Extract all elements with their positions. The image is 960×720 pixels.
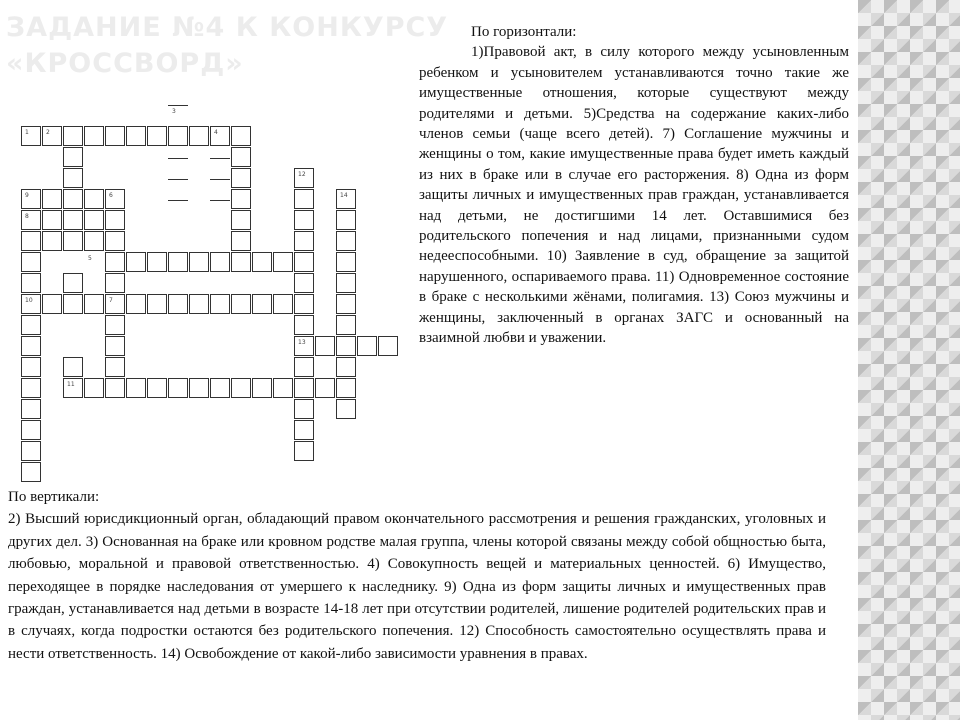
crossword-cell[interactable]	[294, 273, 314, 293]
crossword-cell[interactable]	[336, 273, 356, 293]
crossword-cell[interactable]	[21, 399, 41, 419]
crossword-cell[interactable]	[105, 378, 125, 398]
crossword-cell[interactable]	[84, 126, 104, 146]
crossword-cell[interactable]	[294, 399, 314, 419]
clue-number: 13	[298, 339, 306, 346]
grid-guide-line	[168, 179, 188, 180]
slide-title-line-2: «КРОССВОРД»	[6, 48, 244, 79]
clue-number: 9	[25, 192, 29, 199]
clue-number: 11	[67, 381, 75, 388]
crossword-cell[interactable]	[63, 189, 83, 209]
crossword-cell[interactable]	[294, 294, 314, 314]
crossword-cell[interactable]	[21, 357, 41, 377]
clue-number: 14	[340, 192, 348, 199]
crossword-cell[interactable]	[231, 168, 251, 188]
crossword-cell[interactable]	[42, 189, 62, 209]
crossword-cell[interactable]	[336, 294, 356, 314]
clue-number: 3	[172, 108, 176, 115]
crossword-cell[interactable]	[63, 273, 83, 293]
crossword-cell[interactable]	[63, 168, 83, 188]
crossword-cell[interactable]	[231, 189, 251, 209]
crossword-cell[interactable]	[336, 357, 356, 377]
crossword-cell[interactable]	[42, 231, 62, 251]
crossword-cell[interactable]	[252, 378, 272, 398]
crossword-cell[interactable]	[210, 126, 230, 146]
crossword-cell[interactable]	[105, 252, 125, 272]
crossword-cell[interactable]	[126, 294, 146, 314]
crossword-cell[interactable]	[189, 294, 209, 314]
crossword-cell[interactable]	[294, 231, 314, 251]
crossword-cell[interactable]	[42, 126, 62, 146]
crossword-cell[interactable]	[105, 294, 125, 314]
crossword-cell[interactable]	[294, 378, 314, 398]
crossword-cell[interactable]	[231, 378, 251, 398]
crossword-cell[interactable]	[273, 378, 293, 398]
crossword-cell[interactable]	[210, 252, 230, 272]
down-clues	[8, 486, 826, 665]
crossword-cell[interactable]	[294, 189, 314, 209]
crossword-cell[interactable]	[168, 126, 188, 146]
crossword-cell[interactable]	[168, 378, 188, 398]
crossword-cell[interactable]	[231, 147, 251, 167]
crossword-cell[interactable]	[63, 357, 83, 377]
crossword-cell[interactable]	[21, 441, 41, 461]
crossword-cell[interactable]	[21, 462, 41, 482]
crossword-cell[interactable]	[21, 315, 41, 335]
crossword-cell[interactable]	[294, 420, 314, 440]
crossword-cell[interactable]	[294, 210, 314, 230]
crossword-cell[interactable]	[126, 126, 146, 146]
crossword-cell[interactable]	[231, 294, 251, 314]
crossword-cell[interactable]	[21, 378, 41, 398]
clue-number: 7	[109, 297, 113, 304]
clue-number: 2	[46, 129, 50, 136]
clue-number: 1	[25, 129, 29, 136]
down-heading: По вертикали:	[8, 489, 100, 505]
crossword-cell[interactable]	[105, 231, 125, 251]
crossword-cell[interactable]	[273, 252, 293, 272]
crossword-cell[interactable]	[336, 231, 356, 251]
crossword-cell[interactable]	[357, 336, 377, 356]
crossword-cell[interactable]	[189, 378, 209, 398]
crossword-cell[interactable]	[63, 147, 83, 167]
grid-guide-line	[210, 200, 230, 201]
crossword-cell[interactable]	[336, 252, 356, 272]
crossword-cell[interactable]	[21, 210, 41, 230]
crossword-cell[interactable]	[84, 294, 104, 314]
grid-guide-line	[210, 158, 230, 159]
crossword-cell[interactable]	[84, 210, 104, 230]
crossword-cell[interactable]	[231, 126, 251, 146]
clue-number: 10	[25, 297, 33, 304]
crossword-cell[interactable]	[105, 273, 125, 293]
crossword-cell[interactable]	[294, 252, 314, 272]
crossword-cell[interactable]	[21, 231, 41, 251]
crossword-cell[interactable]	[336, 378, 356, 398]
crossword-cell[interactable]	[21, 336, 41, 356]
crossword-cell[interactable]	[210, 294, 230, 314]
crossword-cell[interactable]	[63, 210, 83, 230]
down-clues-text: 2) Высший юрисдикционный орган, обладающий правом окончательного рассмотрения и решения гражданских, уголовных и других дел. 3) Основанная на браке или кровном родстве малая группа, члены которой связаны между собой общностью быта, любовью, моральной и правовой ответственностью. 4) Совокупность вещей и материальных ценностей. 6) Имущество, переходящее в порядке наследования от умершего к наследнику. 9) Одна из форм защиты личных и имущественных прав граждан, устанавливается над детьми в возрасте 14-18 лет при отсутствии родителей, лишение родителей родительских прав и в случаях, когда подростки остаются без родительского попечения. 12) Способность самостоятельно осуществлять права и нести ответственность. 14) Освобождение от какой-либо зависимости уравнения в правах.	[8, 511, 826, 662]
crossword-cell[interactable]	[21, 126, 41, 146]
crossword-cell[interactable]	[315, 378, 335, 398]
crossword-cell[interactable]	[21, 252, 41, 272]
crossword-cell[interactable]	[231, 231, 251, 251]
crossword-cell[interactable]	[231, 252, 251, 272]
crossword-cell[interactable]	[105, 357, 125, 377]
crossword-cell[interactable]	[336, 210, 356, 230]
crossword-cell[interactable]	[21, 420, 41, 440]
crossword-cell[interactable]	[252, 294, 272, 314]
grid-guide-line	[168, 105, 188, 106]
crossword-cell[interactable]	[189, 126, 209, 146]
crossword-cell[interactable]	[147, 252, 167, 272]
crossword-cell[interactable]	[105, 315, 125, 335]
crossword-cell[interactable]	[168, 252, 188, 272]
across-clues-text: 1)Правовой акт, в силу которого между усыновленным ребенком и усыновителем устанавливаются точно такие же имущественные отношения, которые существуют между родителями и детьми. 5)Средства на содержание каких-либо членов семьи (чаще всего детей). 7) Соглашение мужчины и женщины о том, какие имущественные права будет иметь каждый из них в браке или в случае его расторжения. 8) Одна из форм защиты личных и имущественных прав граждан, устанавливается над детьми, не достигшими 14 лет. Оставшимися без родительского попечения и над лицами, признанными судом недееспособными. 10) Заявление в суд, обращение за защитой нарушенного, оспариваемого права. 11) Одновременное состояние в браке с несколькими жёнами, полигамия. 13) Союз мужчины и женщины, заключенный в органах ЗАГС и основанный на взаимной любви и уважении.	[419, 44, 849, 347]
crossword-cell[interactable]	[63, 126, 83, 146]
crossword-cell[interactable]	[105, 126, 125, 146]
crossword-cell[interactable]	[336, 399, 356, 419]
crossword-cell[interactable]	[273, 294, 293, 314]
crossword-cell[interactable]	[294, 441, 314, 461]
crossword-cell[interactable]	[147, 126, 167, 146]
across-clues	[419, 22, 849, 349]
crossword-cell[interactable]	[63, 294, 83, 314]
crossword-cell[interactable]	[294, 315, 314, 335]
clue-number: 8	[25, 213, 29, 220]
crossword-cell[interactable]	[126, 378, 146, 398]
crossword-cell[interactable]	[105, 210, 125, 230]
crossword-cell[interactable]	[21, 189, 41, 209]
crossword-cell[interactable]	[21, 273, 41, 293]
clue-number: 5	[88, 255, 92, 262]
crossword-cell[interactable]	[336, 336, 356, 356]
crossword-cell[interactable]	[42, 210, 62, 230]
grid-guide-line	[168, 200, 188, 201]
grid-guide-line	[168, 158, 188, 159]
crossword-cell[interactable]	[189, 252, 209, 272]
crossword-cell[interactable]	[336, 315, 356, 335]
crossword-cell[interactable]	[105, 189, 125, 209]
crossword-cell[interactable]	[231, 210, 251, 230]
slide-title-line-1: ЗАДАНИЕ №4 К КОНКУРСУ	[6, 12, 449, 43]
grid-guide-line	[210, 179, 230, 180]
crossword-cell[interactable]	[210, 378, 230, 398]
across-heading: По горизонтали:	[471, 24, 577, 40]
crossword-cell[interactable]	[252, 252, 272, 272]
crossword-cell[interactable]	[84, 231, 104, 251]
crossword-cell[interactable]	[84, 378, 104, 398]
crossword-cell[interactable]	[126, 252, 146, 272]
crossword-cell[interactable]	[84, 189, 104, 209]
crossword-cell[interactable]	[168, 294, 188, 314]
crossword-cell[interactable]	[105, 336, 125, 356]
clue-number: 6	[109, 192, 113, 199]
crossword-cell[interactable]	[315, 336, 335, 356]
crossword-cell[interactable]	[42, 294, 62, 314]
decorative-side-pattern	[858, 0, 960, 720]
crossword-cell[interactable]	[147, 294, 167, 314]
crossword-cell[interactable]	[378, 336, 398, 356]
clue-number: 12	[298, 171, 306, 178]
crossword-cell[interactable]	[294, 357, 314, 377]
clue-number: 4	[214, 129, 218, 136]
crossword-cell[interactable]	[147, 378, 167, 398]
crossword-cell[interactable]	[63, 231, 83, 251]
